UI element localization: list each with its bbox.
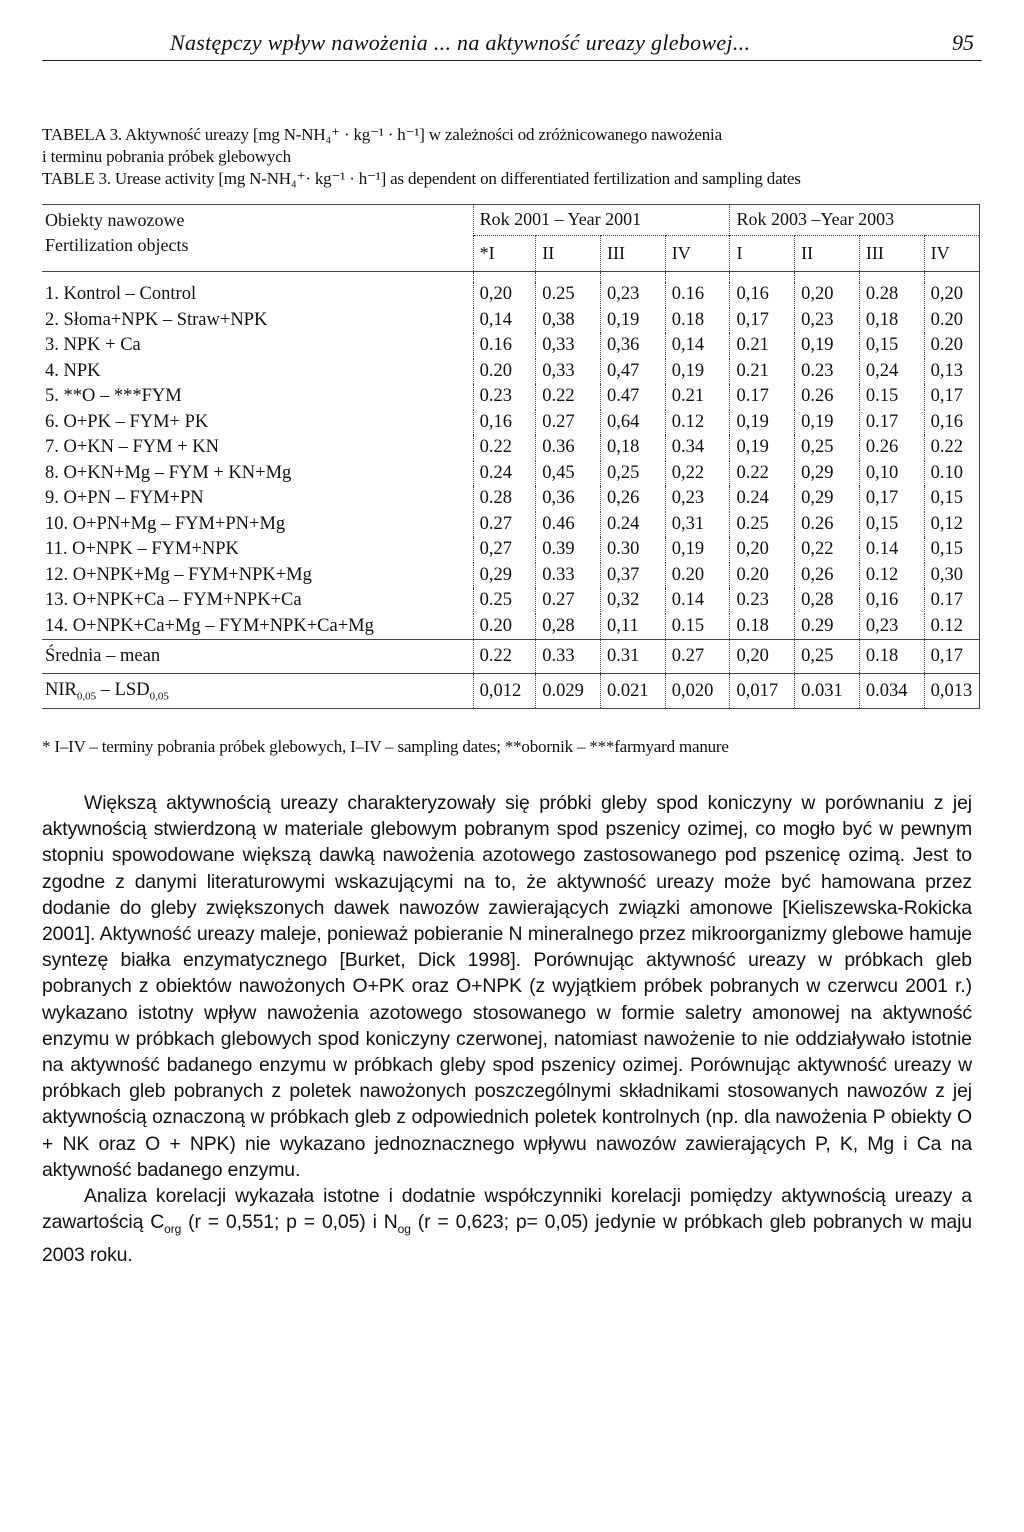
cell-value: 0.23 [473,384,536,410]
cell-value: 0.18 [859,640,924,674]
table-row [42,563,980,589]
cell-value: 0.20 [473,359,536,385]
cell-value: 0.24 [730,486,795,512]
cell-value: 0,23 [859,614,924,640]
cell-value: 0,20 [730,537,795,563]
spacer-cell [859,272,924,283]
cell-value: 0,11 [601,614,666,640]
cell-value: 0.27 [665,640,730,674]
cell-value: 0.21 [730,359,795,385]
cell-value: 0.18 [665,308,730,334]
page-number: 95 [952,30,974,55]
cell-value: 0,23 [601,282,666,308]
cell-value: 0,23 [665,486,730,512]
paragraph-2-part3: (r = 0,623; p= 0,05) jedynie w próbkach gleb pobranych w maju 2003 roku. [42,1211,972,1267]
urease-activity-table [42,204,980,709]
cell-value: 0.22 [536,384,601,410]
cell-value: 0,15 [859,512,924,538]
cell-value: 0,64 [601,410,666,436]
row-label: 12. O+NPK+Mg – FYM+NPK+Mg [45,564,312,585]
sub-head-2003-3: III [859,235,924,272]
cell-value: 0,16 [730,282,795,308]
cell-value: 0.34 [665,435,730,461]
cell-value: 0,24 [859,359,924,385]
cell-value: 0.21 [730,333,795,359]
sub-head-2001-1: *I [473,235,536,272]
cell-value: 0,20 [473,282,536,308]
cell-value: 0.22 [473,640,536,674]
row-label: 9. O+PN – FYM+PN [45,488,204,509]
mean-row [42,640,980,674]
cell-value: 0,18 [601,435,666,461]
cell-value: 0.21 [665,384,730,410]
row-label: 4. NPK [45,360,101,381]
table-row [42,308,980,334]
cell-value: 0.28 [473,486,536,512]
cell-value: 0,14 [473,308,536,334]
cell-value: 0,22 [665,461,730,487]
cell-value: 0,20 [924,282,979,308]
sub-head-2003-1: I [730,235,795,272]
subscript-og: og [397,1222,411,1237]
row-label: Średnia – mean [42,640,473,674]
cell-value: 0.14 [665,588,730,614]
cell-value: 0,19 [601,308,666,334]
cell-value: 0.17 [730,384,795,410]
cell-value: 0,12 [924,512,979,538]
spacer-cell [924,272,979,283]
cell-value: 0,012 [473,674,536,709]
cell-value: 0.17 [924,588,979,614]
row-label: 13. O+NPK+Ca – FYM+NPK+Ca [45,590,302,611]
paragraph-1: Większą aktywnością ureazy charakteryzowały się próbki gleby spod koniczyny w porównaniu z jej aktywnością stwierdzoną w materiale glebowym pobranym spod pszenicy ozimej, co mogło być w pewnym stopniu spowodowane większą dawką nawożenia azotowego zastosowanego pod pszenicę ozimą. Jest to zgodne z danymi literaturowymi wskazującymi na to, że aktywność ureazy może być hamowana przez dodanie do gleby zwiększonych dawek nawozów zawierających związki amonowe [Kieliszewska-Rokicka 2001]. Aktywność ureazy maleje, ponieważ pobieranie N mineralnego przez mikroorganizmy glebowe hamuje syntezę białka enzymatycznego [Burket, Dick 1998]. Porównując aktywność ureazy w próbkach gleb pobranych z obiektów nawożonych O+PK oraz O+NPK (z wyjątkiem próbek pobranych w czerwcu 2001 r.) wykazano istotny wpływ nawożenia azotowego stosowanego w formie saletry amonowej na aktywność enzymu w próbkach glebowych spod koniczyny czerwonej, natomiast nawożenie to nie oddziaływało istotnie na aktywność badanego enzymu w próbkach gleby spod pszenicy ozimej. Porównując aktywność ureazy w próbkach gleb pobranych z poletek nawożonych poszczególnymi składnikami stosowanych nawozów z jej aktywnością oznaczoną w próbkach gleb z odpowiednich poletek kontrolnych (np. dla nawożenia P obiekty O + NK oraz O + NPK) nie wykazano jednoznacznego wpływu nawozów zawierających P, K, Mg i Ca na aktywność badanego enzymu. [42,792,972,1181]
cell-value: 0,38 [536,308,601,334]
cell-value: 0,17 [859,486,924,512]
cell-value: 0,020 [665,674,730,709]
cell-value: 0.39 [536,537,601,563]
col-head-pl: Obiekty nawozowe [42,205,473,236]
lsd-label-a: NIR [45,679,77,700]
row-label [42,674,473,709]
cell-value: 0,15 [859,333,924,359]
table-row [42,359,980,385]
table-row [42,512,980,538]
sub-head-2003-4: IV [924,235,979,272]
spacer-cell [42,272,473,283]
group-head-2001: Rok 2001 – Year 2001 [473,205,730,236]
spacer-cell [601,272,666,283]
row-label: 3. NPK + Ca [45,335,141,356]
cell-value: 0.24 [601,512,666,538]
cell-value: 0,19 [795,333,860,359]
cell-value: 0,29 [795,461,860,487]
cell-value: 0.25 [473,588,536,614]
cell-value: 0,17 [924,640,979,674]
cell-value: 0,17 [730,308,795,334]
cell-value: 0,33 [536,359,601,385]
cell-value: 0.22 [924,435,979,461]
cell-value: 0.31 [601,640,666,674]
cell-value: 0.034 [859,674,924,709]
cell-value: 0,36 [536,486,601,512]
cell-value: 0,20 [730,640,795,674]
sub-head-2003-2: II [795,235,860,272]
cell-value: 0,36 [601,333,666,359]
table-row [42,588,980,614]
cell-value: 0,25 [601,461,666,487]
subscript-org: org [164,1222,182,1237]
row-label: 5. **O – ***FYM [45,386,182,407]
sub-head-2001-3: III [601,235,666,272]
cell-value: 0.029 [536,674,601,709]
row-label: 1. Kontrol – Control [45,284,197,305]
row-label: 6. O+PK – FYM+ PK [45,411,209,432]
caption-pl-line1: TABELA 3. Aktywność ureazy [mg N-NH₄⁺ · kg⁻¹ · h⁻¹] w zależności od zróżnicowanego nawożenia [42,125,722,144]
cell-value: 0.20 [924,308,979,334]
body-text [42,790,972,1269]
cell-value: 0.20 [473,614,536,640]
cell-value: 0.14 [859,537,924,563]
table-row [42,537,980,563]
caption-pl-line2: i terminu pobrania próbek glebowych [42,147,291,166]
cell-value: 0,19 [795,410,860,436]
cell-value: 0,13 [924,359,979,385]
spacer-cell [473,272,536,283]
row-label: 8. O+KN+Mg – FYM + KN+Mg [45,462,292,483]
cell-value: 0,32 [601,588,666,614]
spacer-cell [730,272,795,283]
table-row [42,384,980,410]
lsd-sub-b: 0,05 [149,690,169,703]
cell-value: 0.12 [859,563,924,589]
cell-value: 0,16 [924,410,979,436]
cell-value: 0,29 [795,486,860,512]
sub-head-2001-4: IV [665,235,730,272]
cell-value: 0.25 [730,512,795,538]
cell-value: 0.18 [730,614,795,640]
cell-value: 0,017 [730,674,795,709]
row-label: 11. O+NPK – FYM+NPK [45,539,239,560]
cell-value: 0,25 [795,435,860,461]
row-label: 10. O+PN+Mg – FYM+PN+Mg [45,513,286,534]
cell-value: 0,23 [795,308,860,334]
cell-value: 0,19 [730,435,795,461]
cell-value: 0.26 [795,384,860,410]
cell-value: 0,19 [665,359,730,385]
spacer-cell [795,272,860,283]
cell-value: 0.10 [924,461,979,487]
spacer-cell [536,272,601,283]
cell-value: 0.27 [536,588,601,614]
cell-value: 0,15 [924,537,979,563]
cell-value: 0.28 [859,282,924,308]
row-label: 2. Słoma+NPK – Straw+NPK [45,309,268,330]
cell-value: 0,17 [924,384,979,410]
cell-value: 0.23 [795,359,860,385]
table-row [42,282,980,308]
cell-value: 0,26 [795,563,860,589]
cell-value: 0.15 [859,384,924,410]
cell-value: 0.46 [536,512,601,538]
running-header [42,28,982,61]
cell-value: 0,27 [473,537,536,563]
table-row [42,461,980,487]
cell-value: 0,19 [730,410,795,436]
paragraph-2 [42,1183,972,1268]
cell-value: 0.24 [473,461,536,487]
cell-value: 0,28 [536,614,601,640]
cell-value: 0.25 [536,282,601,308]
table-row [42,333,980,359]
cell-value: 0,19 [665,537,730,563]
cell-value: 0.33 [536,563,601,589]
cell-value: 0.16 [665,282,730,308]
table-caption [42,124,992,190]
cell-value: 0.30 [601,537,666,563]
cell-value: 0.26 [795,512,860,538]
cell-value: 0,31 [665,512,730,538]
table-row [42,486,980,512]
lsd-label-b: – LSD [96,679,150,700]
cell-value: 0,20 [795,282,860,308]
cell-value: 0.23 [730,588,795,614]
cell-value: 0,15 [924,486,979,512]
paragraph-2-part2: (r = 0,551; p = 0,05) i N [181,1211,398,1234]
cell-value: 0,28 [795,588,860,614]
cell-value: 0,10 [859,461,924,487]
cell-value: 0.27 [536,410,601,436]
lsd-row [42,674,980,709]
cell-value: 0.26 [859,435,924,461]
running-title: Następczy wpływ nawożenia ... na aktywność ureazy glebowej... [170,30,751,55]
row-label: 14. O+NPK+Ca+Mg – FYM+NPK+Ca+Mg [42,614,473,640]
cell-value: 0,45 [536,461,601,487]
cell-value: 0.22 [730,461,795,487]
paragraph-2-part1: Analiza korelacji wykazała istotne i dodatnie współczynniki korelacji pomiędzy aktywnością ureazy a zawartością C [42,1185,972,1234]
table-header-row-1 [42,205,980,236]
cell-value: 0.021 [601,674,666,709]
caption-en-line: TABLE 3. Urease activity [mg N-NH₄⁺· kg⁻¹ · h⁻¹] as dependent on differentiated fertilization and sampling dates [42,169,801,188]
table-row [42,410,980,436]
spacer-cell [665,272,730,283]
cell-value: 0.22 [473,435,536,461]
cell-value: 0,25 [795,640,860,674]
sub-head-2001-2: II [536,235,601,272]
table-row [42,614,980,640]
table-row [42,435,980,461]
spacer-row [42,272,980,283]
cell-value: 0,33 [536,333,601,359]
cell-value: 0.29 [795,614,860,640]
table-footnote: * I–IV – terminy pobrania próbek glebowych, I–IV – sampling dates; **obornik – ***farmyard manure [42,737,729,756]
cell-value: 0,30 [924,563,979,589]
cell-value: 0,29 [473,563,536,589]
cell-value: 0.33 [536,640,601,674]
cell-value: 0.15 [665,614,730,640]
row-label: 7. O+KN – FYM + KN [45,437,220,458]
cell-value: 0,37 [601,563,666,589]
col-head-en: Fertilization objects [42,235,473,272]
cell-value: 0.16 [473,333,536,359]
cell-value: 0.27 [473,512,536,538]
cell-value: 0.20 [665,563,730,589]
cell-value: 0.47 [601,384,666,410]
cell-value: 0.20 [730,563,795,589]
cell-value: 0,22 [795,537,860,563]
lsd-sub-a: 0,05 [76,690,97,703]
cell-value: 0,16 [473,410,536,436]
cell-value: 0.36 [536,435,601,461]
cell-value: 0.031 [795,674,860,709]
cell-value: 0.12 [665,410,730,436]
table-header-row-2 [42,235,980,272]
cell-value: 0,18 [859,308,924,334]
cell-value: 0.17 [859,410,924,436]
cell-value: 0,013 [924,674,979,709]
cell-value: 0.12 [924,614,979,640]
cell-value: 0,26 [601,486,666,512]
cell-value: 0.20 [924,333,979,359]
cell-value: 0,14 [665,333,730,359]
cell-value: 0,16 [859,588,924,614]
group-head-2003: Rok 2003 –Year 2003 [730,205,980,236]
cell-value: 0,47 [601,359,666,385]
